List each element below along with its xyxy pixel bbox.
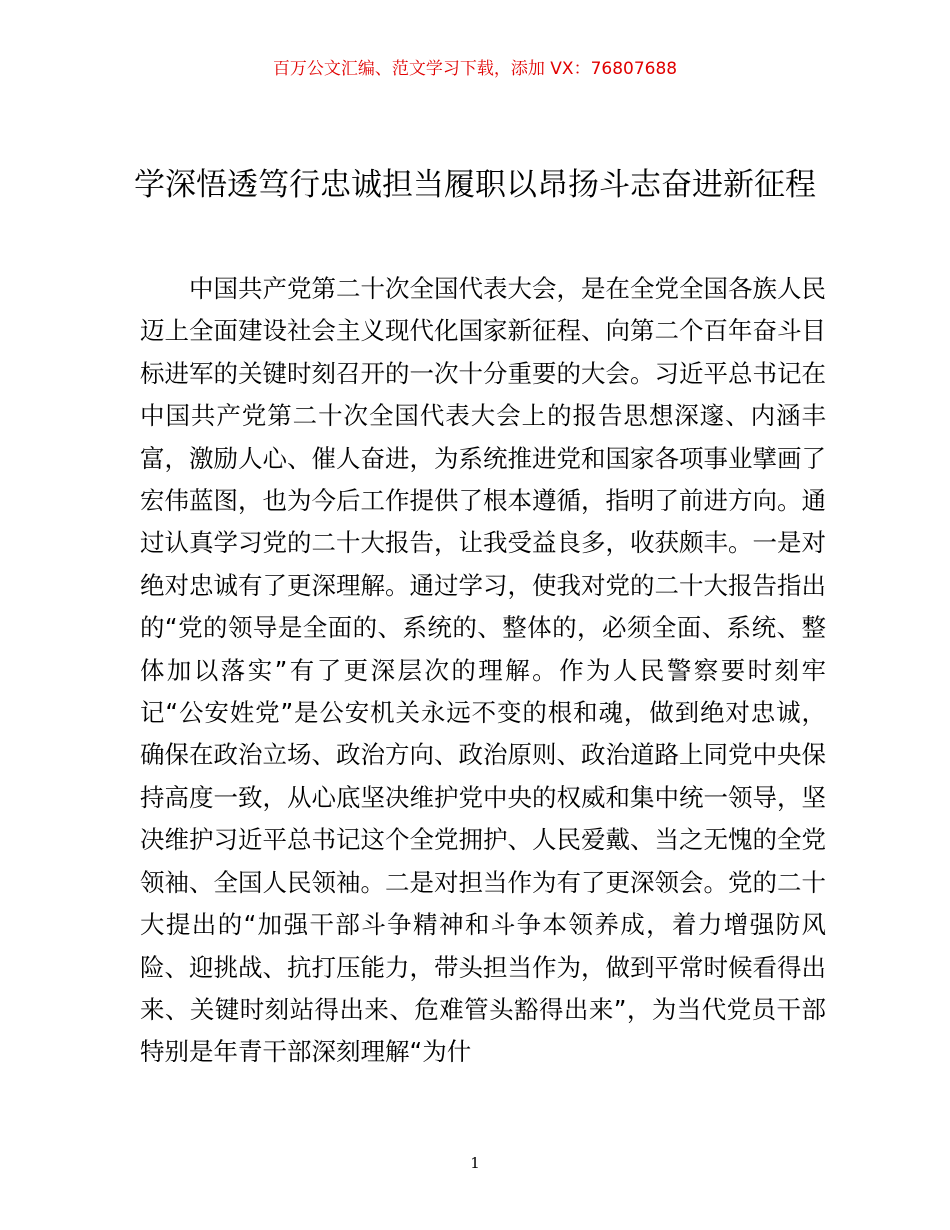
page-number: 1 xyxy=(470,1154,480,1172)
body-paragraph: 中国共产党第二十次全国代表大会，是在全党全国各族人民迈上全面建设社会主义现代化国家新征程、向第二个百年奋斗目标进军的关键时刻召开的一次十分重要的大会。习近平总书记在中国共产党第二十次全国代表大会上的报告思想深邃、内涵丰富，激励人心、催人奋进，为系统推进党和国家各项事业擘画了宏伟蓝图，也为今后工作提供了根本遵循，指明了前进方向。通过认真学习党的二十大报告，让我受益良多，收获颇丰。一是对绝对忠诚有了更深理解。通过学习，使我对党的二十大报告指出的“党的领导是全面的、系统的、整体的，必须全面、系统、整体加以落实”有了更深层次的理解。作为人民警察要时刻牢记“公安姓党”是公安机关永远不变的根和魂，做到绝对忠诚，确保在政治立场、政治方向、政治原则、政治道路上同党中央保持高度一致，从心底坚决维护党中央的权威和集中统一领导，坚决维护习近平总书记这个全党拥护、人民爱戴、当之无愧的全党领袖、全国人民领袖。二是对担当作为有了更深领会。党的二十大提出的“加强干部斗争精神和斗争本领养成，着力增强防风险、迎挑战、抗打压能力，带头担当作为，做到平常时候看得出来、关键时刻站得出来、危难管头豁得出来”，为当代党员干部特别是年青干部深刻理解“为什 xyxy=(140,274,826,1067)
header-banner: 百万公文汇编、范文学习下载，添加 VX：76807688 xyxy=(272,59,678,79)
document-title: 学深悟透笃行忠诚担当履职以昂扬斗志奋进新征程 xyxy=(134,167,816,203)
document-body xyxy=(140,268,826,1074)
